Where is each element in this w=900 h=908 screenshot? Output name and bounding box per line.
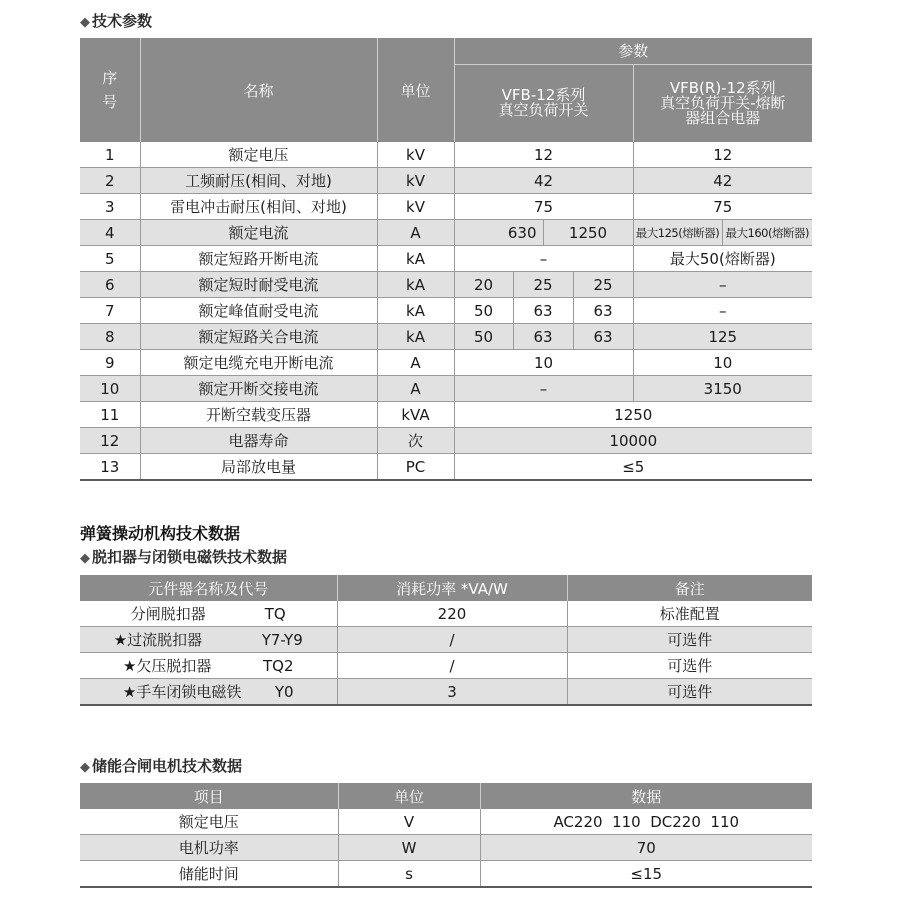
- table-row: [80, 246, 812, 272]
- row-unit: PC: [377, 454, 454, 481]
- data-cell: ≤15: [480, 861, 812, 888]
- table-row: [80, 376, 812, 402]
- section-title-text: 储能合闸电机技术数据: [92, 757, 243, 775]
- row-val-vfbr: 10: [633, 350, 812, 376]
- row-val-vfb-3: 25: [573, 272, 633, 298]
- table-row: [80, 402, 812, 428]
- row-val-vfb-1250: 1250: [543, 220, 633, 246]
- item-cell: 储能时间: [80, 861, 338, 888]
- table-row: [80, 601, 812, 627]
- table-row: [80, 194, 812, 220]
- component-code: Y0: [274, 683, 294, 701]
- header-vfbr12-line1: VFB(R)-12系列: [669, 78, 776, 97]
- row-unit: kV: [377, 168, 454, 194]
- power-cell: 220: [337, 601, 567, 627]
- header-vfb12-line2: 真空负荷开关: [498, 101, 589, 120]
- row-no: 1: [80, 142, 140, 168]
- row-unit: kV: [377, 194, 454, 220]
- row-unit: kA: [377, 246, 454, 272]
- note-cell: 可选件: [567, 679, 812, 706]
- header-vfb12-line1: VFB-12系列: [501, 86, 586, 105]
- row-unit: A: [377, 376, 454, 402]
- heading-spring-mechanism: 弹簧操动机构技术数据: [80, 524, 241, 543]
- data-cell: 70: [480, 835, 812, 861]
- unit-cell: s: [338, 861, 480, 888]
- component-name: ★手车闭锁电磁铁: [122, 683, 242, 701]
- row-name: 额定短路开断电流: [140, 246, 377, 272]
- row-val-vfb: 42: [454, 168, 633, 194]
- row-val-vfbr: 125: [633, 324, 812, 350]
- table-row: [80, 272, 812, 298]
- row-val-vfb-630: 630: [454, 220, 543, 246]
- unit-cell: V: [338, 809, 480, 835]
- header-seq-line1: 序: [102, 69, 118, 87]
- row-val-vfb: 10: [454, 350, 633, 376]
- header-seq: [80, 38, 140, 142]
- row-unit: 次: [377, 428, 454, 454]
- table-row: [80, 350, 812, 376]
- row-unit: A: [377, 220, 454, 246]
- power-cell: 3: [337, 679, 567, 706]
- section-title-text: 脱扣器与闭锁电磁铁技术数据: [92, 548, 288, 566]
- row-unit: kA: [377, 298, 454, 324]
- row-no: 13: [80, 454, 140, 481]
- row-no: 2: [80, 168, 140, 194]
- component-name: ★欠压脱扣器: [122, 657, 212, 675]
- row-val-vfbr-125: 最大125(熔断器): [633, 220, 722, 246]
- row-no: 4: [80, 220, 140, 246]
- table-row: [80, 168, 812, 194]
- row-no: 11: [80, 402, 140, 428]
- row-val-vfbr: 42: [633, 168, 812, 194]
- row-val-vfbr: –: [633, 298, 812, 324]
- table-header: [80, 38, 812, 142]
- row-no: 6: [80, 272, 140, 298]
- row-val-vfb-2: 63: [513, 298, 573, 324]
- table-header: [80, 575, 812, 601]
- row-val-vfb: –: [454, 246, 633, 272]
- header-unit: 单位: [338, 783, 480, 809]
- header-name: 名称: [140, 38, 377, 142]
- table-row: [80, 454, 812, 481]
- header-component: 元件器名称及代号: [80, 575, 337, 601]
- row-name: 电器寿命: [140, 428, 377, 454]
- row-val-vfb-1: 20: [454, 272, 513, 298]
- note-cell: 可选件: [567, 627, 812, 653]
- power-cell: /: [337, 627, 567, 653]
- component-code: TQ2: [262, 657, 294, 675]
- diamond-bullet-icon: ◆: [80, 760, 90, 775]
- component-name: 分闸脱扣器: [130, 605, 206, 623]
- row-val-vfbr: 12: [633, 142, 812, 168]
- header-vfbr12: [633, 64, 812, 142]
- row-val-vfbr: 最大50(熔断器): [633, 246, 812, 272]
- note-cell: 标准配置: [567, 601, 812, 627]
- table-row: [80, 835, 812, 861]
- table-header: [80, 783, 812, 809]
- table-row: [80, 653, 812, 679]
- component-code: TQ: [264, 605, 286, 623]
- item-cell: 额定电压: [80, 809, 338, 835]
- row-name: 额定电压: [140, 142, 377, 168]
- row-val-vfb: 75: [454, 194, 633, 220]
- component-cell: [80, 679, 337, 706]
- row-val-vfb-1: 50: [454, 298, 513, 324]
- row-val-both: ≤5: [454, 454, 812, 481]
- row-val-vfb-2: 63: [513, 324, 573, 350]
- row-no: 9: [80, 350, 140, 376]
- section-title-text: 技术参数: [92, 12, 153, 30]
- row-no: 3: [80, 194, 140, 220]
- row-name: 工频耐压(相间、对地): [140, 168, 377, 194]
- row-name: 局部放电量: [140, 454, 377, 481]
- row-name: 额定短路关合电流: [140, 324, 377, 350]
- row-val-vfbr-160: 最大160(熔断器): [722, 220, 812, 246]
- component-name: ★过流脱扣器: [113, 631, 203, 649]
- power-cell: /: [337, 653, 567, 679]
- row-val-vfb: 12: [454, 142, 633, 168]
- header-vfb12: [454, 64, 633, 142]
- component-cell: [80, 653, 337, 679]
- row-no: 12: [80, 428, 140, 454]
- unit-cell: W: [338, 835, 480, 861]
- motor-table: [80, 783, 812, 888]
- row-unit: kV: [377, 142, 454, 168]
- row-unit: kA: [377, 272, 454, 298]
- row-name: 额定电流: [140, 220, 377, 246]
- section-title-tech-params: [80, 10, 152, 31]
- row-val-vfbr: –: [633, 272, 812, 298]
- row-no: 7: [80, 298, 140, 324]
- header-vfbr12-line3: 器组合电器: [685, 108, 761, 127]
- row-val-vfbr: 75: [633, 194, 812, 220]
- row-name: 额定开断交接电流: [140, 376, 377, 402]
- row-unit: kVA: [377, 402, 454, 428]
- row-no: 10: [80, 376, 140, 402]
- release-lock-table: [80, 575, 812, 706]
- header-data: 数据: [480, 783, 812, 809]
- section-title-motor: [80, 755, 242, 776]
- row-no: 8: [80, 324, 140, 350]
- row-val-vfbr: 3150: [633, 376, 812, 402]
- header-unit: 单位: [377, 38, 454, 142]
- row-unit: kA: [377, 324, 454, 350]
- header-vfbr12-line2: 真空负荷开关-熔断: [660, 93, 786, 112]
- table-row: [80, 627, 812, 653]
- row-no: 5: [80, 246, 140, 272]
- diamond-bullet-icon: ◆: [80, 15, 90, 30]
- table-row: [80, 679, 812, 706]
- table-row: [80, 861, 812, 888]
- header-power: 消耗功率 *VA/W: [337, 575, 567, 601]
- row-name: 开断空载变压器: [140, 402, 377, 428]
- component-cell: [80, 627, 337, 653]
- component-cell: [80, 601, 337, 627]
- tech-params-table: [80, 38, 812, 481]
- row-val-vfb-3: 63: [573, 324, 633, 350]
- section-title-release-lock: [80, 546, 287, 567]
- table-row: [80, 428, 812, 454]
- table-row: [80, 298, 812, 324]
- header-params: 参数: [454, 38, 812, 64]
- row-unit: A: [377, 350, 454, 376]
- row-val-vfb-3: 63: [573, 298, 633, 324]
- note-cell: 可选件: [567, 653, 812, 679]
- table-row: [80, 324, 812, 350]
- row-val-vfb: –: [454, 376, 633, 402]
- row-val-both: 10000: [454, 428, 812, 454]
- header-note: 备注: [567, 575, 812, 601]
- diamond-bullet-icon: ◆: [80, 551, 90, 566]
- data-cell: AC220 110 DC220 110: [480, 809, 812, 835]
- table-row: [80, 142, 812, 168]
- row-name: 额定电缆充电开断电流: [140, 350, 377, 376]
- header-seq-line2: 号: [102, 93, 118, 111]
- item-cell: 电机功率: [80, 835, 338, 861]
- row-name: 雷电冲击耐压(相间、对地): [140, 194, 377, 220]
- row-val-vfb-1: 50: [454, 324, 513, 350]
- row-name: 额定短时耐受电流: [140, 272, 377, 298]
- row-val-vfb-2: 25: [513, 272, 573, 298]
- row-name: 额定峰值耐受电流: [140, 298, 377, 324]
- table-row: [80, 220, 812, 246]
- row-val-both: 1250: [454, 402, 812, 428]
- header-item: 项目: [80, 783, 338, 809]
- component-code: Y7-Y9: [261, 631, 303, 649]
- table-row: [80, 809, 812, 835]
